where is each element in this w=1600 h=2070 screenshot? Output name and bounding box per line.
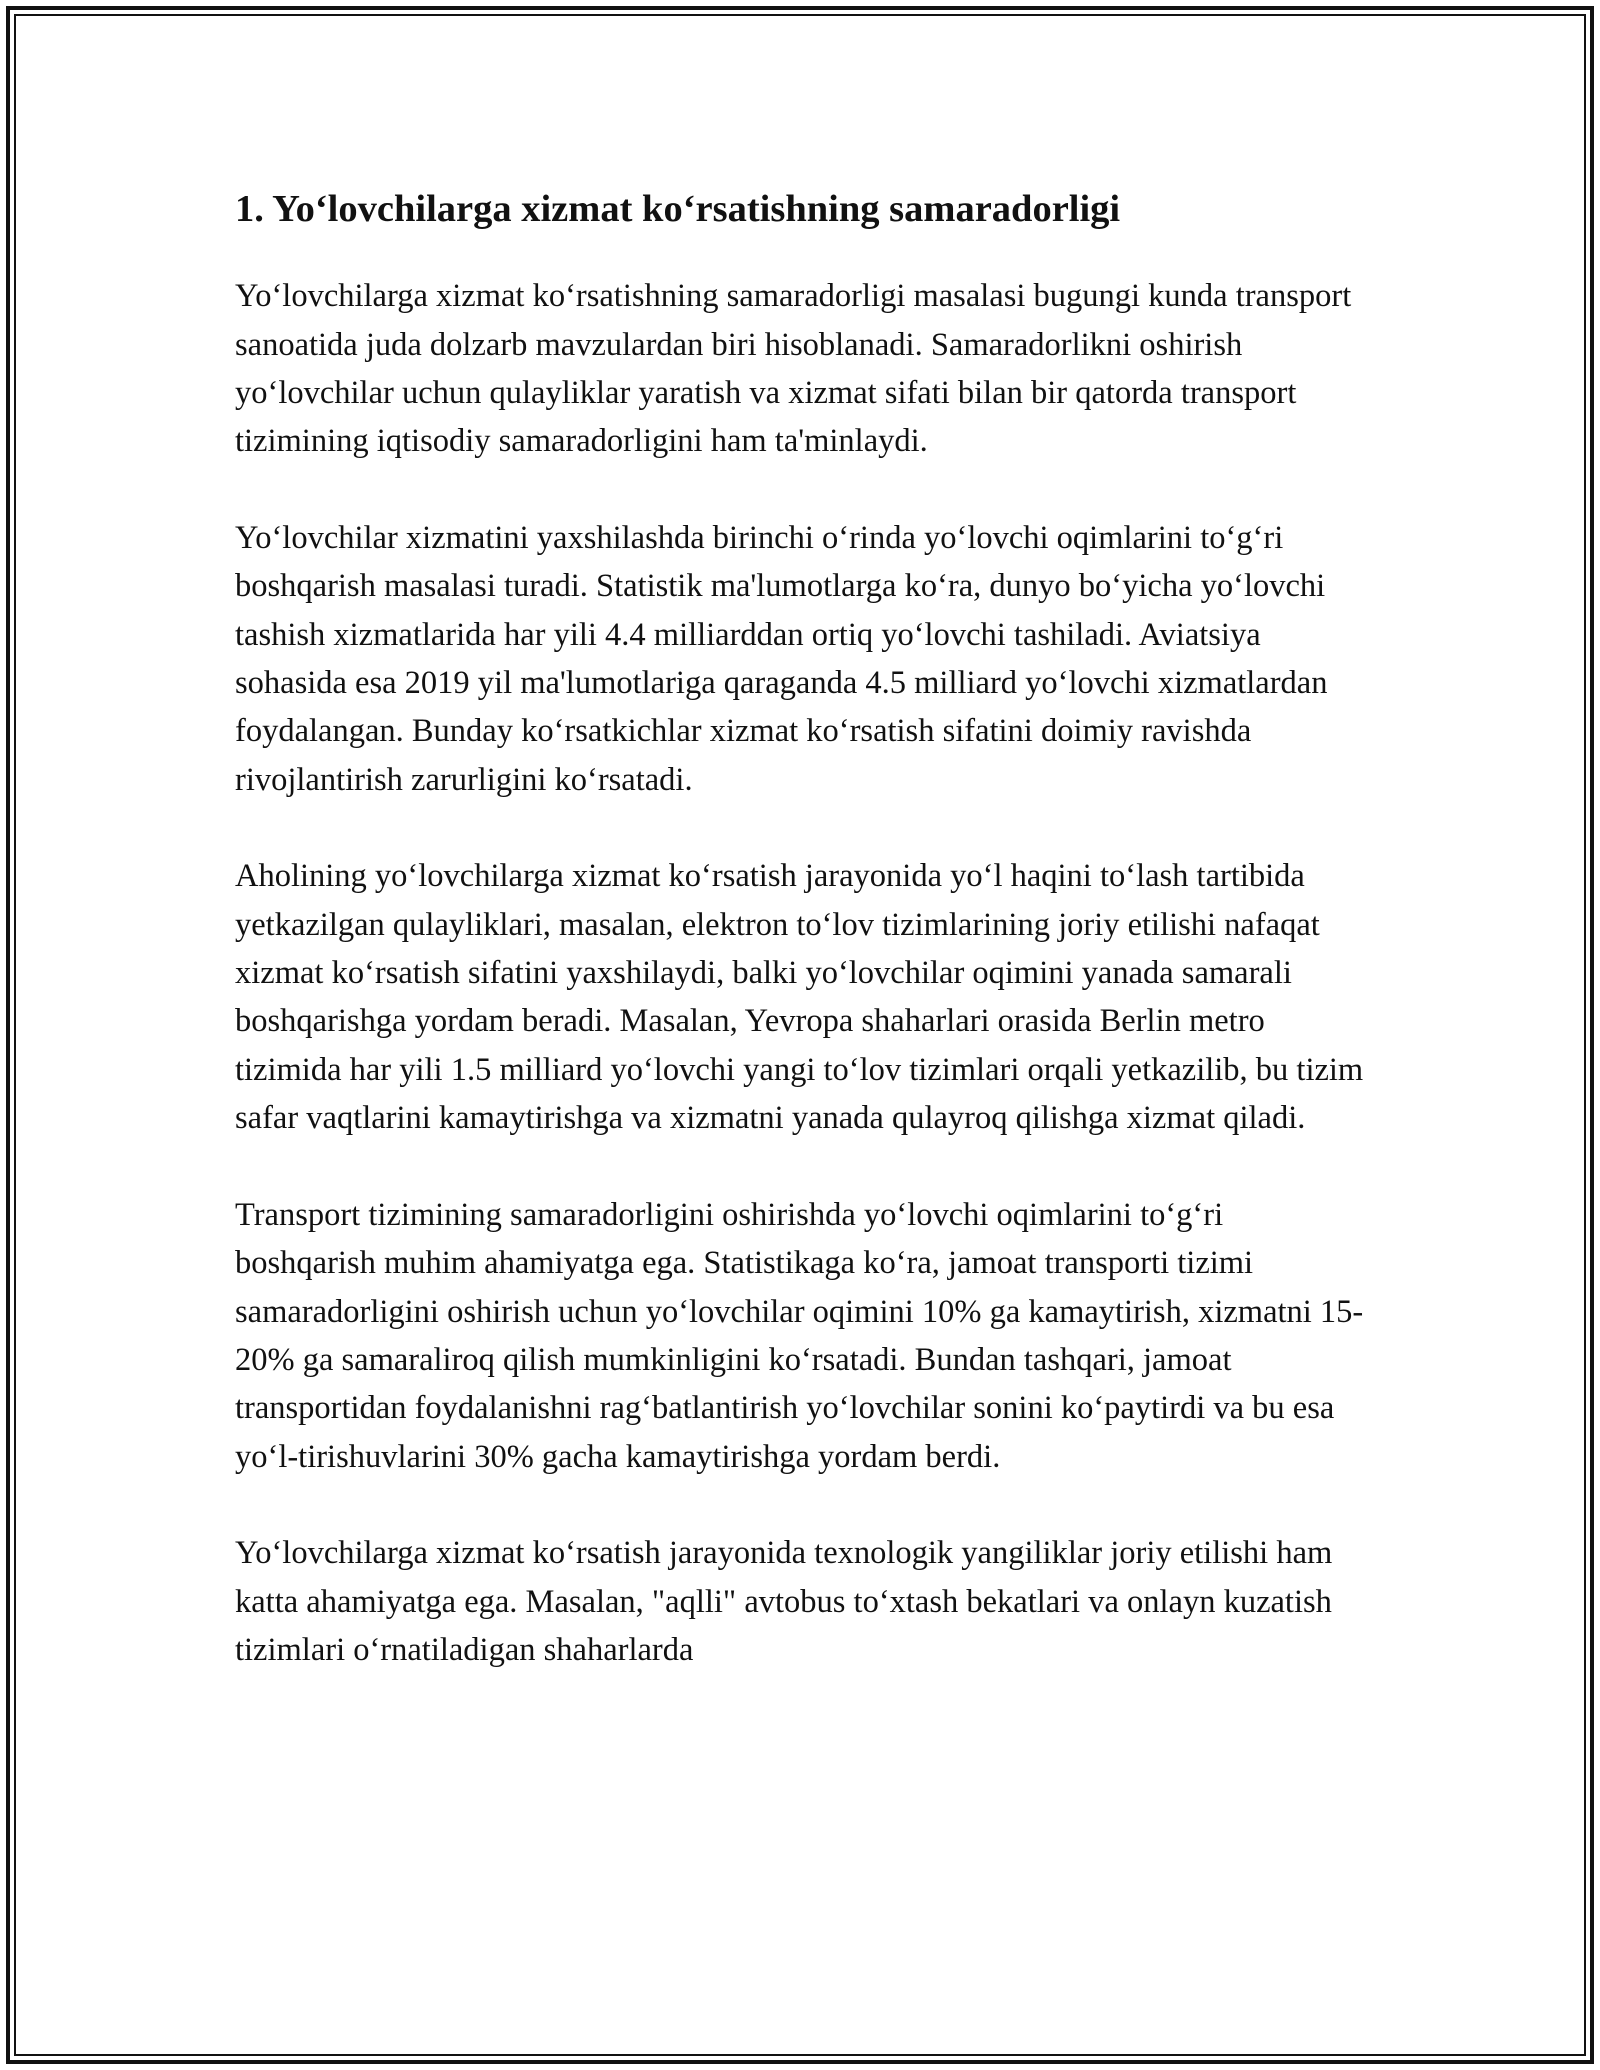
paragraph-2: Yo‘lovchilar xizmatini yaxshilashda birinchi o‘rinda yo‘lovchi oqimlarini to‘g‘ri boshqarish masalasi turadi. Statistik ma'lumotlarga ko‘ra, dunyo bo‘yicha yo‘lovchi tashish xizmatlarida har yili 4.4 milliarddan ortiq yo‘lovchi tashiladi. Aviatsiya sohasida esa 2019 yil ma'lumotlariga qaraganda 4.5 milliard yo‘lovchi xizmatlardan foydalangan. Bunday ko‘rsatkichlar xizmat ko‘rsatish sifatini doimiy ravishda rivojlantirish zarurligini ko‘rsatadi. xyxy=(235,519,1328,798)
section-heading: 1. Yo‘lovchilarga xizmat ko‘rsatishning samaradorligi xyxy=(235,188,1121,230)
paragraph-1: Yo‘lovchilarga xizmat ko‘rsatishning samaradorligi masalasi bugungi kunda transport sanoatida juda dolzarb mavzulardan biri hisoblanadi. Samaradorlikni oshirish yo‘lovchilar uchun qulayliklar yaratish va xizmat sifati bilan bir qatorda transport tizimining iqtisodiy samaradorligini ham ta'minlaydi. xyxy=(235,278,1352,460)
document-body xyxy=(235,186,1370,1722)
paragraph-3: Aholining yo‘lovchilarga xizmat ko‘rsatish jarayonida yo‘l haqini to‘lash tartibida yetkazilgan qulayliklari, masalan, elektron to‘lov tizimlarining joriy etilishi nafaqat xizmat ko‘rsatish sifatini yaxshilaydi, balki yo‘lovchilar oqimini yanada samarali boshqarishga yordam beradi. Masalan, Yevropa shaharlari orasida Berlin metro tizimida har yili 1.5 milliard yo‘lovchi yangi to‘lov tizimlari orqali yetkazilib, bu tizim safar vaqtlarini kamaytirishga va xizmatni yanada qulayroq qilishga xizmat qiladi. xyxy=(235,858,1364,1137)
paragraph-5: Yo‘lovchilarga xizmat ko‘rsatish jarayonida texnologik yangiliklar joriy etilishi ham katta ahamiyatga ega. Masalan, "aqlli" avtobus to‘xtash bekatlari va onlayn kuzatish tizimlari o‘rnatiladigan shaharlarda xyxy=(235,1535,1333,1668)
paragraph-4: Transport tizimining samaradorligini oshirishda yo‘lovchi oqimlarini to‘g‘ri boshqarish muhim ahamiyatga ega. Statistikaga ko‘ra, jamoat transporti tizimi samaradorligini oshirish uchun yo‘lovchilar oqimini 10% ga kamaytirish, xizmatni 15-20% ga samaraliroq qilish mumkinligini ko‘rsatadi. Bundan tashqari, jamoat transportidan foydalanishni rag‘batlantirish yo‘lovchilar sonini ko‘paytirdi va bu esa yo‘l-tirishuvlarini 30% gacha kamaytirishga yordam berdi. xyxy=(235,1196,1364,1475)
